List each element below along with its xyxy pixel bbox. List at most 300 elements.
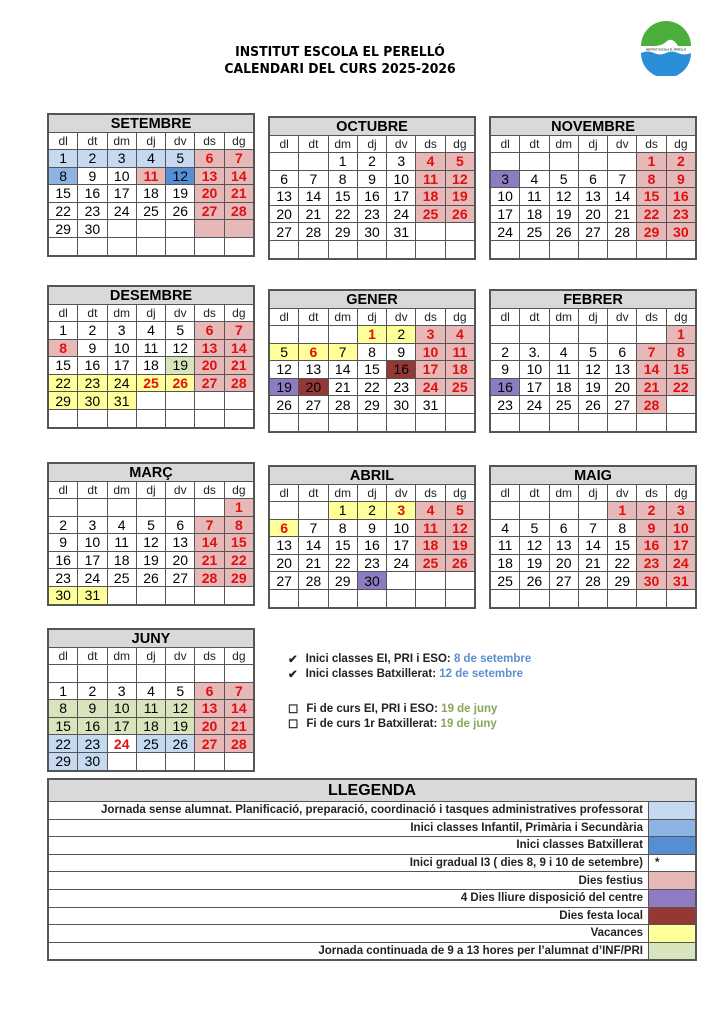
day-cell: 25 [491, 572, 520, 590]
weekday-header: dj [357, 485, 386, 502]
day-cell: 20 [578, 205, 607, 223]
day-cell: 5 [549, 170, 578, 188]
day-cell: 29 [49, 392, 78, 410]
day-cell: 5 [520, 519, 549, 537]
day-cell: 29 [328, 572, 357, 590]
weekday-header: dt [520, 309, 549, 326]
day-cell: 25 [416, 205, 445, 223]
day-cell [549, 326, 578, 344]
day-cell: 3 [107, 322, 136, 340]
day-cell: 15 [49, 185, 78, 203]
day-cell: 18 [107, 551, 136, 569]
week-row [270, 554, 475, 572]
day-cell: 6 [270, 170, 299, 188]
day-cell: 21 [195, 551, 224, 569]
day-cell: 25 [136, 202, 165, 220]
week-row [49, 167, 254, 185]
day-cell: 9 [357, 170, 386, 188]
weekday-header: dm [549, 136, 578, 153]
day-cell: 19 [166, 717, 195, 735]
day-cell [107, 409, 136, 427]
day-cell: 25 [549, 396, 578, 414]
day-cell: 12 [549, 188, 578, 206]
weekday-header: dj [136, 133, 165, 150]
weekday-header: dl [49, 648, 78, 665]
weekday-header: dj [578, 136, 607, 153]
day-cell: 14 [195, 534, 224, 552]
weekday-header: dv [166, 133, 195, 150]
week-row [49, 752, 254, 770]
legend-label: Dies festa local [49, 907, 649, 925]
svg-text:INSTITUT ESCOLA EL PERELLÓ: INSTITUT ESCOLA EL PERELLÓ [645, 48, 687, 52]
day-cell [78, 237, 107, 255]
day-cell: 8 [49, 167, 78, 185]
weekday-header: dv [387, 485, 416, 502]
day-cell [270, 589, 299, 607]
day-cell [166, 220, 195, 238]
day-cell: 26 [166, 202, 195, 220]
day-cell: 24 [666, 554, 695, 572]
day-cell: 21 [608, 205, 637, 223]
weekday-header: dm [328, 136, 357, 153]
day-cell: 22 [49, 202, 78, 220]
weekday-header: dj [136, 482, 165, 499]
day-cell: 16 [387, 361, 416, 379]
legend-label: Jornada sense alumnat. Planificació, preparació, coordinació i tasques administratives professorat [49, 802, 649, 820]
day-cell: 9 [78, 167, 107, 185]
day-cell: 4 [549, 343, 578, 361]
day-cell [357, 413, 386, 431]
legend-label: Dies festius [49, 872, 649, 890]
day-cell [666, 396, 695, 414]
day-cell [195, 409, 224, 427]
day-cell [166, 586, 195, 604]
day-cell: 5 [445, 153, 474, 171]
day-cell [270, 502, 299, 520]
day-cell: 16 [78, 357, 107, 375]
day-cell: 17 [520, 378, 549, 396]
day-cell: 2 [357, 153, 386, 171]
day-cell [195, 586, 224, 604]
week-row [491, 519, 696, 537]
day-cell: 12 [445, 519, 474, 537]
day-cell: 16 [357, 537, 386, 555]
weekday-header: dl [49, 133, 78, 150]
day-cell: 19 [166, 185, 195, 203]
weekday-header: dg [445, 136, 474, 153]
day-cell: 11 [107, 534, 136, 552]
month-title: NOVEMBRE [491, 118, 696, 136]
day-cell [549, 153, 578, 171]
weekday-header: ds [416, 136, 445, 153]
day-cell [136, 665, 165, 683]
key-date-value: 12 de setembre [439, 667, 523, 680]
day-cell [136, 586, 165, 604]
day-cell: 1 [357, 326, 386, 344]
month-title: JUNY [49, 630, 254, 648]
day-cell: 19 [549, 205, 578, 223]
key-date-item [288, 651, 531, 666]
day-cell: 28 [224, 202, 253, 220]
weekday-header: dg [445, 309, 474, 326]
month-novembre [489, 116, 697, 260]
weekday-header: dm [107, 133, 136, 150]
key-dates [288, 651, 531, 731]
weekday-header: dg [445, 485, 474, 502]
weekday-header: dm [328, 485, 357, 502]
day-cell: 15 [637, 188, 666, 206]
day-cell: 18 [445, 361, 474, 379]
weekday-header: dt [78, 648, 107, 665]
weekday-header: dl [270, 485, 299, 502]
day-cell: 28 [224, 735, 253, 753]
weekday-header: dg [666, 309, 695, 326]
day-cell: 18 [416, 188, 445, 206]
day-cell: 6 [299, 343, 328, 361]
day-cell: 7 [299, 519, 328, 537]
week-row [270, 378, 475, 396]
day-cell [224, 752, 253, 770]
day-cell: 15 [666, 361, 695, 379]
day-cell: 13 [299, 361, 328, 379]
calendar-title: CALENDARI DEL CURS 2025-2026 [224, 61, 456, 77]
day-cell [578, 502, 607, 520]
day-cell: 3. [520, 343, 549, 361]
day-cell: 13 [549, 537, 578, 555]
day-cell: 8 [666, 343, 695, 361]
week-row [491, 343, 696, 361]
day-cell: 26 [578, 396, 607, 414]
day-cell [107, 499, 136, 517]
day-cell: 30 [78, 220, 107, 238]
week-row [270, 396, 475, 414]
day-cell: 28 [299, 223, 328, 241]
day-cell: 5 [166, 150, 195, 168]
day-cell: 15 [49, 357, 78, 375]
day-cell: 1 [224, 499, 253, 517]
weekday-header: dg [224, 648, 253, 665]
day-cell: 2 [387, 326, 416, 344]
day-cell [578, 326, 607, 344]
day-cell [270, 240, 299, 258]
month-title: OCTUBRE [270, 118, 475, 136]
day-cell [299, 326, 328, 344]
day-cell [49, 237, 78, 255]
day-cell: 17 [491, 205, 520, 223]
day-cell: 2 [491, 343, 520, 361]
week-row [49, 150, 254, 168]
day-cell: 2 [78, 682, 107, 700]
weekday-header: dm [328, 309, 357, 326]
month-febrer [489, 289, 697, 433]
day-cell: 30 [387, 396, 416, 414]
week-row [270, 413, 475, 431]
day-cell: 4 [136, 682, 165, 700]
weekday-header: dv [608, 136, 637, 153]
week-row [270, 326, 475, 344]
day-cell: 14 [328, 361, 357, 379]
day-cell: 17 [666, 537, 695, 555]
day-cell: 5 [270, 343, 299, 361]
legend-label: Jornada continuada de 9 a 13 hores per l’alumnat d’INF/PRI [49, 942, 649, 960]
week-row [49, 569, 254, 587]
week-row [270, 519, 475, 537]
week-row [491, 378, 696, 396]
day-cell: 31 [107, 392, 136, 410]
day-cell: 21 [328, 378, 357, 396]
day-cell [299, 502, 328, 520]
day-cell: 30 [666, 223, 695, 241]
day-cell: 4 [520, 170, 549, 188]
day-cell [299, 413, 328, 431]
day-cell: 18 [136, 357, 165, 375]
weekday-header: dt [78, 305, 107, 322]
day-cell [387, 572, 416, 590]
week-row [49, 392, 254, 410]
day-cell: 27 [195, 202, 224, 220]
day-cell: 11 [445, 343, 474, 361]
day-cell [578, 240, 607, 258]
day-cell: 28 [195, 569, 224, 587]
week-row [49, 374, 254, 392]
day-cell: 10 [520, 361, 549, 379]
day-cell: 31 [416, 396, 445, 414]
day-cell [195, 220, 224, 238]
day-cell [195, 392, 224, 410]
day-cell: 13 [270, 188, 299, 206]
day-cell: 27 [578, 223, 607, 241]
day-cell: 28 [578, 572, 607, 590]
day-cell [107, 665, 136, 683]
week-row [491, 205, 696, 223]
day-cell: 26 [166, 735, 195, 753]
day-cell: 18 [136, 185, 165, 203]
legend-swatch [649, 802, 696, 820]
day-cell: 27 [270, 572, 299, 590]
week-row [49, 700, 254, 718]
day-cell [270, 413, 299, 431]
day-cell: 15 [224, 534, 253, 552]
day-cell: 6 [578, 170, 607, 188]
day-cell: 12 [578, 361, 607, 379]
day-cell [166, 499, 195, 517]
week-row [491, 326, 696, 344]
day-cell: 7 [224, 682, 253, 700]
day-cell [49, 499, 78, 517]
day-cell [520, 153, 549, 171]
day-cell [78, 499, 107, 517]
day-cell: 11 [416, 170, 445, 188]
day-cell [136, 220, 165, 238]
week-row [49, 237, 254, 255]
day-cell: 23 [78, 735, 107, 753]
legend-swatch [649, 872, 696, 890]
day-cell: 7 [299, 170, 328, 188]
legend-row [49, 907, 696, 925]
legend-row [49, 802, 696, 820]
weekday-header: dj [578, 485, 607, 502]
weekday-header: dg [224, 133, 253, 150]
day-cell: 23 [666, 205, 695, 223]
legend-label: Inici gradual I3 ( dies 8, 9 i 10 de setembre) [49, 854, 649, 872]
day-cell: 27 [299, 396, 328, 414]
day-cell: 20 [270, 554, 299, 572]
month-title: SETEMBRE [49, 115, 254, 133]
weekday-header: dj [357, 309, 386, 326]
day-cell: 3 [78, 516, 107, 534]
weekday-header: dm [107, 648, 136, 665]
day-cell: 24 [387, 554, 416, 572]
day-cell: 30 [637, 572, 666, 590]
key-date-label: Fi de curs EI, PRI i ESO: [306, 702, 438, 715]
day-cell: 10 [416, 343, 445, 361]
day-cell: 1 [49, 150, 78, 168]
day-cell: 14 [578, 537, 607, 555]
day-cell: 22 [224, 551, 253, 569]
key-date-value: 8 de setembre [453, 652, 532, 665]
weekday-header: dt [78, 133, 107, 150]
key-date-item [288, 716, 531, 731]
day-cell: 8 [224, 516, 253, 534]
day-cell: 25 [107, 569, 136, 587]
day-cell: 26 [520, 572, 549, 590]
day-cell [520, 413, 549, 431]
day-cell: 18 [136, 717, 165, 735]
day-cell [637, 589, 666, 607]
day-cell [608, 413, 637, 431]
day-cell: 3 [107, 682, 136, 700]
day-cell [637, 413, 666, 431]
day-cell: 4 [107, 516, 136, 534]
day-cell [416, 223, 445, 241]
day-cell: 22 [328, 205, 357, 223]
day-cell [166, 237, 195, 255]
day-cell: 8 [357, 343, 386, 361]
weekday-header: ds [195, 305, 224, 322]
day-cell: 4 [445, 326, 474, 344]
day-cell: 24 [491, 223, 520, 241]
day-cell: 21 [637, 378, 666, 396]
day-cell: 15 [328, 188, 357, 206]
day-cell: 14 [224, 167, 253, 185]
day-cell: 20 [195, 717, 224, 735]
day-cell [608, 153, 637, 171]
day-cell: 9 [78, 339, 107, 357]
day-cell [195, 665, 224, 683]
day-cell: 14 [224, 700, 253, 718]
day-cell [224, 665, 253, 683]
weekday-header: dl [270, 136, 299, 153]
day-cell: 10 [78, 534, 107, 552]
day-cell: 2 [357, 502, 386, 520]
day-cell: 6 [608, 343, 637, 361]
day-cell: 1 [608, 502, 637, 520]
day-cell [666, 240, 695, 258]
week-row [49, 516, 254, 534]
day-cell [224, 237, 253, 255]
month-juny [47, 628, 255, 772]
day-cell: 16 [78, 185, 107, 203]
month-title: FEBRER [491, 291, 696, 309]
day-cell: 25 [445, 378, 474, 396]
month-desembre [47, 285, 255, 429]
day-cell [608, 326, 637, 344]
day-cell: 27 [195, 374, 224, 392]
day-cell [328, 326, 357, 344]
day-cell: 6 [270, 519, 299, 537]
day-cell: 30 [357, 223, 386, 241]
weekday-header: dv [387, 309, 416, 326]
day-cell: 2 [49, 516, 78, 534]
weekday-header: ds [195, 482, 224, 499]
weekday-header: dt [299, 136, 328, 153]
day-cell [136, 237, 165, 255]
week-row [49, 409, 254, 427]
weekday-header: ds [637, 136, 666, 153]
weekday-header: dj [357, 136, 386, 153]
day-cell: 30 [78, 752, 107, 770]
day-cell: 16 [666, 188, 695, 206]
legend-label: 4 Dies lliure disposició del centre [49, 889, 649, 907]
day-cell: 2 [78, 150, 107, 168]
weekday-header: dj [578, 309, 607, 326]
weekday-header: ds [195, 648, 224, 665]
week-row [49, 357, 254, 375]
day-cell: 19 [520, 554, 549, 572]
day-cell: 26 [166, 374, 195, 392]
day-cell [357, 240, 386, 258]
day-cell: 8 [608, 519, 637, 537]
day-cell: 8 [328, 170, 357, 188]
key-date-label: Fi de curs 1r Batxillerat: [306, 717, 438, 730]
day-cell: 14 [224, 339, 253, 357]
day-cell: 23 [637, 554, 666, 572]
day-cell: 17 [387, 188, 416, 206]
day-cell: 19 [578, 378, 607, 396]
month-gener [268, 289, 476, 433]
day-cell: 24 [416, 378, 445, 396]
day-cell: 28 [608, 223, 637, 241]
weekday-header: ds [416, 309, 445, 326]
day-cell [608, 589, 637, 607]
day-cell [270, 153, 299, 171]
legend-swatch [649, 925, 696, 943]
day-cell: 9 [357, 519, 386, 537]
month-setembre [47, 113, 255, 257]
day-cell: 19 [445, 188, 474, 206]
day-cell [491, 153, 520, 171]
month-title: MARÇ [49, 464, 254, 482]
day-cell: 29 [224, 569, 253, 587]
day-cell: 26 [136, 569, 165, 587]
week-row [49, 735, 254, 753]
day-cell: 9 [49, 534, 78, 552]
day-cell: 14 [299, 188, 328, 206]
key-date-value: 19 de juny [440, 717, 497, 730]
day-cell [166, 409, 195, 427]
day-cell: 16 [491, 378, 520, 396]
week-row [49, 534, 254, 552]
day-cell: 7 [578, 519, 607, 537]
day-cell [637, 326, 666, 344]
week-row [49, 586, 254, 604]
day-cell: 11 [549, 361, 578, 379]
day-cell: 23 [357, 554, 386, 572]
day-cell [520, 502, 549, 520]
week-row [270, 188, 475, 206]
check-icon: ✔ [288, 653, 298, 666]
key-date-item [288, 666, 531, 681]
